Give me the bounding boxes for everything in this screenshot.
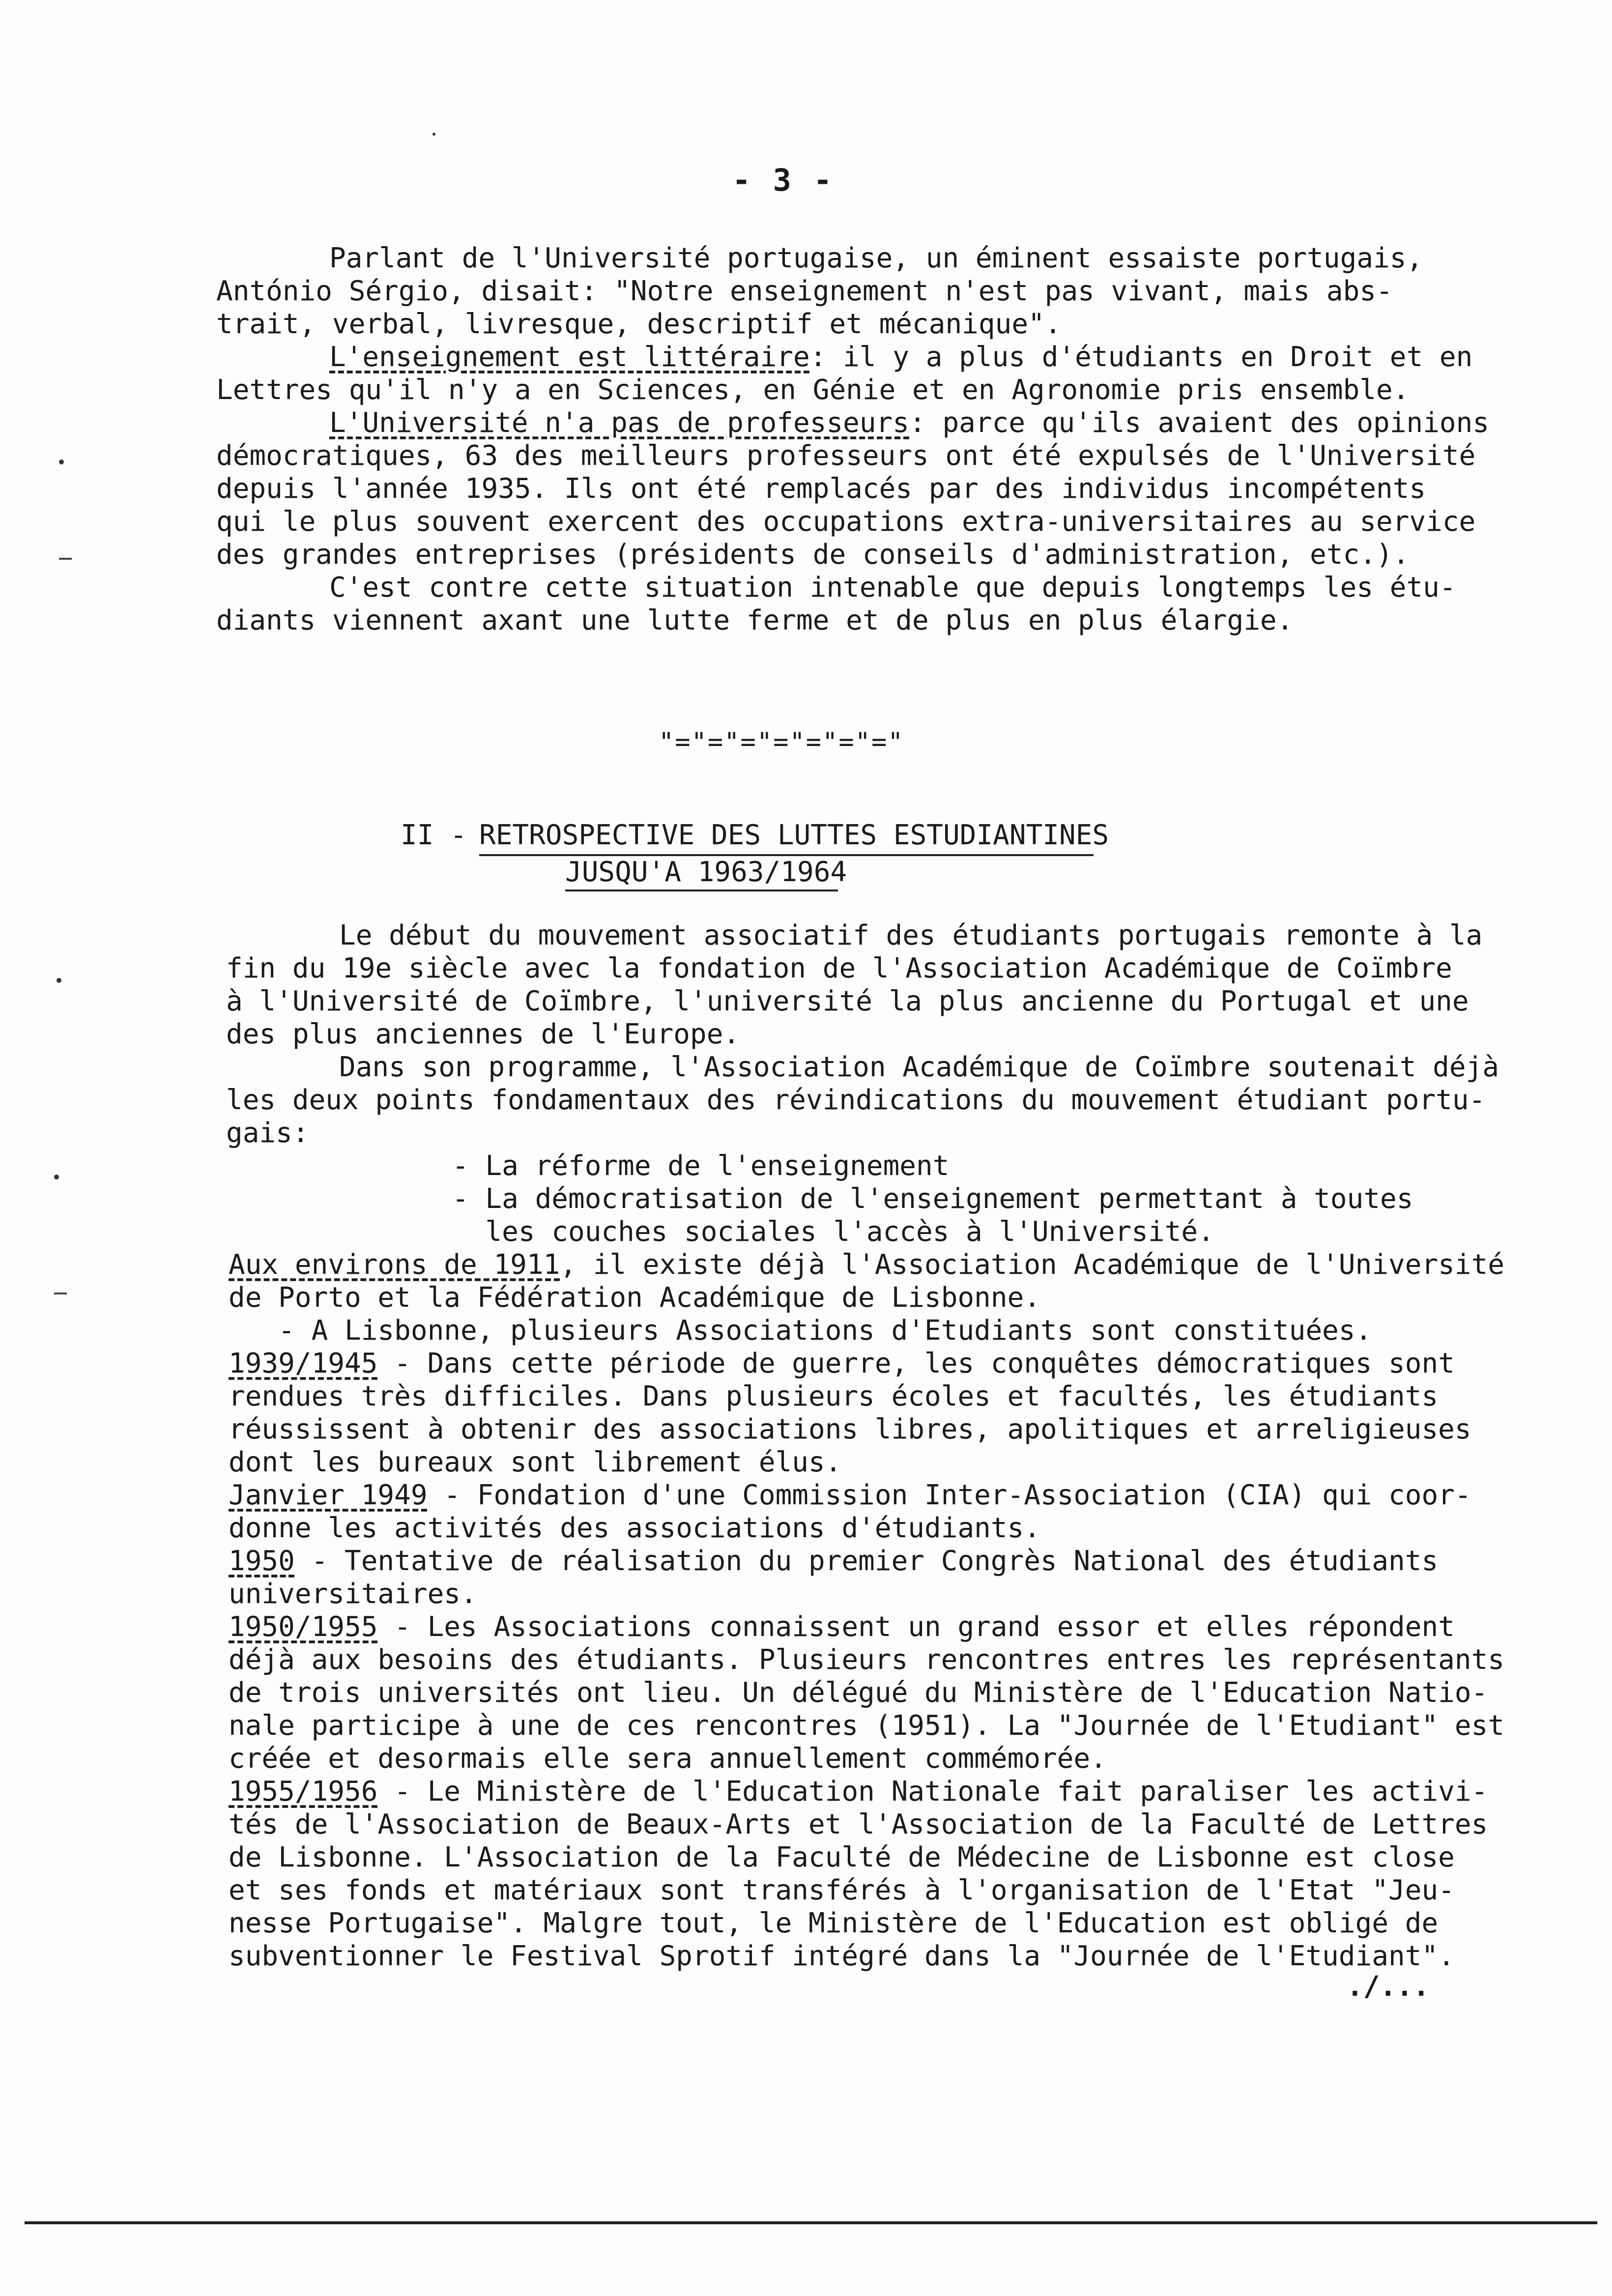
timeline-entry-cont bbox=[229, 1446, 841, 1479]
text-line: nesse Portugaise". Malgre tout, le Ministère de l'Education est obligé de bbox=[229, 1907, 1439, 1939]
text-line: gais: bbox=[226, 1117, 309, 1149]
timeline-entry-1950 bbox=[229, 1545, 1438, 1578]
text-line: - Fondation d'une Commission Inter-Association (CIA) qui coor- bbox=[427, 1479, 1471, 1511]
scan-speck bbox=[54, 1175, 59, 1179]
section-separator: "="="="="="="=" bbox=[659, 727, 904, 757]
intro-paragraph-2-cont bbox=[216, 373, 1409, 406]
title-underline bbox=[565, 890, 838, 891]
text-line: Le début du mouvement associatif des étudiants portugais remonte à la bbox=[339, 919, 1483, 951]
text-line: - Dans cette période de guerre, les conquêtes démocratiques sont bbox=[377, 1348, 1455, 1379]
intro-paragraph-3 bbox=[329, 406, 1489, 439]
entry-date: Janvier 1949 bbox=[229, 1479, 428, 1511]
text-line: , il existe déjà l'Association Académique de l'Université bbox=[560, 1249, 1505, 1281]
text-line: fin du 19e siècle avec la fondation de l'Association Académique de Coïmbre bbox=[226, 952, 1452, 984]
timeline-entry-1939 bbox=[229, 1347, 1455, 1380]
history-paragraph-2 bbox=[339, 1051, 1499, 1084]
intro-paragraph-1 bbox=[329, 242, 1423, 275]
entry-date: 1955/1956 bbox=[229, 1776, 378, 1808]
timeline-entry-1955-1956 bbox=[229, 1775, 1488, 1808]
history-paragraph-1-cont bbox=[226, 985, 1469, 1018]
text-line: universitaires. bbox=[229, 1578, 477, 1610]
scan-speck bbox=[432, 133, 435, 136]
entry-date: Aux environs de 1911 bbox=[229, 1249, 560, 1281]
timeline-entry-cont bbox=[229, 1907, 1438, 1940]
text-line: - La démocratisation de l'enseignement permettant à toutes bbox=[452, 1183, 1413, 1215]
text-line: de trois universités ont lieu. Un délégué du Ministère de l'Education Natio- bbox=[229, 1677, 1488, 1709]
timeline-entry-1949 bbox=[229, 1479, 1471, 1512]
intro-paragraph-1-end bbox=[216, 308, 1061, 341]
text-line: dont les bureaux sont librement élus. bbox=[229, 1446, 842, 1478]
scan-speck bbox=[59, 558, 72, 560]
underlined-label: L'enseignement est littéraire bbox=[329, 341, 810, 373]
bottom-rule bbox=[25, 2221, 1597, 2224]
scan-speck bbox=[54, 1292, 67, 1294]
intro-paragraph-4 bbox=[329, 571, 1456, 604]
text-line: des grandes entreprises (présidents de conseils d'administration, etc.). bbox=[216, 539, 1410, 571]
timeline-entry-cont bbox=[229, 1676, 1488, 1709]
timeline-entry-cont bbox=[229, 1281, 1040, 1314]
timeline-entry-cont bbox=[229, 1643, 1504, 1676]
timeline-entry-cont bbox=[229, 1874, 1455, 1907]
text-line: les deux points fondamentaux des révindications du mouvement étudiant portu- bbox=[226, 1084, 1486, 1116]
text-line: à l'Université de Coïmbre, l'université la plus ancienne du Portugal et une bbox=[226, 985, 1469, 1017]
history-paragraph-2-cont bbox=[226, 1084, 1485, 1117]
timeline-entry-cont bbox=[229, 1314, 1372, 1347]
timeline-entry-cont bbox=[229, 1578, 477, 1610]
history-paragraph-1-cont bbox=[226, 952, 1452, 985]
text-line: de Porto et la Fédération Académique de Lisbonne. bbox=[229, 1282, 1041, 1314]
entry-date: 1950 bbox=[229, 1545, 295, 1577]
text-line: Parlant de l'Université portugaise, un éminent essaiste portugais, bbox=[329, 242, 1423, 274]
continuation-mark: ./... bbox=[1347, 1971, 1430, 2003]
text-line: trait, verbal, livresque, descriptif et mécanique". bbox=[216, 308, 1062, 340]
text-line: : parce qu'ils avaient des opinions bbox=[909, 407, 1490, 439]
history-paragraph-1 bbox=[339, 919, 1482, 952]
entry-date: 1950/1955 bbox=[229, 1611, 378, 1643]
intro-paragraph-1-cont bbox=[216, 275, 1393, 308]
history-paragraph-2-cont bbox=[226, 1117, 309, 1149]
timeline-entry-cont bbox=[229, 1841, 1455, 1874]
text-line: - Les Associations connaissent un grand essor et elles répondent bbox=[377, 1611, 1455, 1643]
intro-paragraph-3-cont bbox=[216, 538, 1409, 571]
scan-speck bbox=[57, 978, 61, 983]
text-line: réussissent à obtenir des associations libres, apolitiques et arreligieuses bbox=[229, 1413, 1471, 1445]
text-line: de Lisbonne. L'Association de la Faculté de Médecine de Lisbonne est close bbox=[229, 1841, 1455, 1873]
text-line: déjà aux besoins des étudiants. Plusieurs rencontres entres les représentants bbox=[229, 1644, 1505, 1676]
text-line: Dans son programme, l'Association Académique de Coïmbre soutenait déjà bbox=[339, 1051, 1499, 1083]
text-line: créée et desormais elle sera annuellement commémorée. bbox=[229, 1743, 1107, 1775]
timeline-entry-1950-1955 bbox=[229, 1610, 1455, 1643]
timeline-entry-cont bbox=[229, 1808, 1488, 1841]
entry-date: 1939/1945 bbox=[229, 1348, 378, 1379]
text-line: C'est contre cette situation intenable que depuis longtemps les étu- bbox=[329, 572, 1456, 603]
intro-paragraph-3-cont bbox=[216, 472, 1426, 505]
text-line: - Le Ministère de l'Education Nationale fait paraliser les activi- bbox=[377, 1776, 1488, 1808]
timeline-entry-cont bbox=[229, 1413, 1471, 1446]
text-line: Lettres qu'il n'y a en Sciences, en Génie et en Agronomie pris ensemble. bbox=[216, 374, 1410, 406]
text-line: rendues très difficiles. Dans plusieurs écoles et facultés, les étudiants bbox=[229, 1380, 1439, 1412]
text-line: - Tentative de réalisation du premier Congrès National des étudiants bbox=[294, 1545, 1439, 1577]
text-line: qui le plus souvent exercent des occupations extra-universitaires au service bbox=[216, 506, 1476, 538]
underlined-label: L'Université n'a pas de professeurs bbox=[329, 407, 910, 439]
timeline-entry-cont bbox=[229, 1512, 1040, 1545]
intro-paragraph-4-cont bbox=[216, 604, 1293, 637]
timeline-entry-cont bbox=[229, 1709, 1504, 1742]
history-paragraph-1-cont bbox=[226, 1018, 740, 1051]
list-item bbox=[452, 1149, 949, 1182]
section-title-line-1: RETROSPECTIVE DES LUTTES ESTUDIANTINES bbox=[479, 819, 1109, 851]
intro-paragraph-3-cont bbox=[216, 505, 1475, 538]
section-numeral: II - bbox=[401, 819, 467, 851]
intro-paragraph-3-cont bbox=[216, 439, 1475, 472]
timeline-entry-1911 bbox=[229, 1248, 1504, 1281]
text-line: depuis l'année 1935. Ils ont été remplacés par des individus incompétents bbox=[216, 473, 1426, 505]
text-line: les couches sociales l'accès à l'Université. bbox=[452, 1216, 1214, 1248]
intro-paragraph-2 bbox=[329, 341, 1472, 373]
timeline-entry-cont bbox=[229, 1940, 1455, 1973]
text-line: - A Lisbonne, plusieurs Associations d'Etudiants sont constituées. bbox=[229, 1315, 1372, 1347]
timeline-entry-cont bbox=[229, 1742, 1107, 1775]
text-line: - La réforme de l'enseignement bbox=[452, 1150, 950, 1182]
timeline-entry-cont bbox=[229, 1380, 1438, 1413]
text-line: des plus anciennes de l'Europe. bbox=[226, 1018, 740, 1050]
text-line: démocratiques, 63 des meilleurs professeurs ont été expulsés de l'Université bbox=[216, 440, 1476, 472]
section-title-line-2: JUSQU'A 1963/1964 bbox=[565, 856, 847, 888]
text-line: tés de l'Association de Beaux-Arts et l'Association de la Faculté de Lettres bbox=[229, 1808, 1488, 1840]
text-line: : il y a plus d'étudiants en Droit et en bbox=[809, 341, 1473, 373]
text-line: nale participe à une de ces rencontres (1951). La "Journée de l'Etudiant" est bbox=[229, 1710, 1505, 1742]
page-number: - 3 - bbox=[732, 162, 834, 198]
text-line: António Sérgio, disait: "Notre enseignement n'est pas vivant, mais abs- bbox=[216, 275, 1393, 307]
list-item-cont bbox=[452, 1215, 1214, 1248]
text-line: subventionner le Festival Sprotif intégré dans la "Journée de l'Etudiant". bbox=[229, 1940, 1455, 1972]
list-item bbox=[452, 1182, 1413, 1215]
text-line: diants viennent axant une lutte ferme et de plus en plus élargie. bbox=[216, 604, 1294, 636]
text-line: et ses fonds et matériaux sont transférés à l'organisation de l'Etat "Jeu- bbox=[229, 1874, 1455, 1906]
text-line: donne les activités des associations d'étudiants. bbox=[229, 1512, 1041, 1544]
scan-speck bbox=[59, 459, 64, 464]
